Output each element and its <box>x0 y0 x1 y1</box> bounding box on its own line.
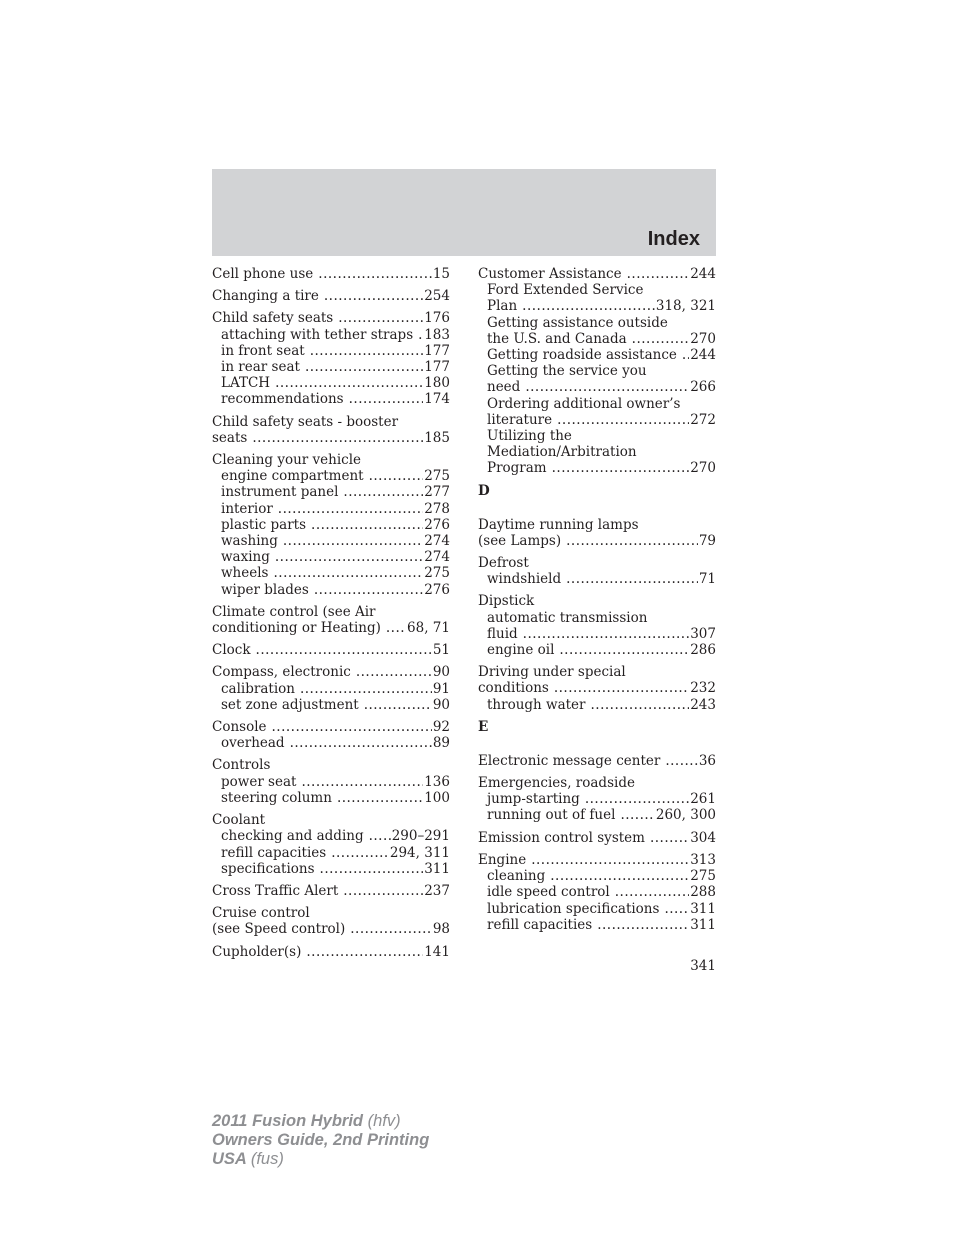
entry-text: running out of fuel <box>487 807 616 824</box>
index-subentry <box>212 582 450 598</box>
page-reference[interactable]: 36 <box>698 752 716 769</box>
footer-line-3 <box>212 1150 429 1169</box>
index-entry <box>478 753 716 769</box>
index-entry <box>478 775 716 824</box>
entry-text: the U.S. and Canada <box>487 330 627 347</box>
dot-leader <box>306 944 423 960</box>
entry-text: Cruise control <box>212 905 310 922</box>
index-entry <box>212 642 450 658</box>
page-reference[interactable]: 183 <box>424 326 450 343</box>
index-term <box>478 680 716 696</box>
dot-leader <box>552 460 690 476</box>
index-subentry <box>212 327 450 343</box>
index-subentry <box>212 735 450 751</box>
entry-text: specifications <box>221 860 315 877</box>
index-term <box>478 775 716 791</box>
index-subentry <box>212 828 450 844</box>
index-subentry <box>478 331 716 347</box>
page-reference[interactable]: 260, 300 <box>655 807 716 824</box>
page-reference[interactable]: 98 <box>432 921 450 938</box>
entry-text: Electronic message center <box>478 752 661 769</box>
page-reference[interactable]: 286 <box>690 642 716 659</box>
entry-text: Driving under special <box>478 664 626 681</box>
entry-text: set zone adjustment <box>221 696 359 713</box>
page-reference[interactable]: 177 <box>424 342 450 359</box>
index-term <box>478 664 716 680</box>
dot-leader <box>525 379 689 395</box>
index-subentry <box>478 642 716 658</box>
page-reference[interactable]: 276 <box>424 581 450 598</box>
page-reference[interactable]: 278 <box>424 500 450 517</box>
dot-leader <box>320 861 424 877</box>
dot-leader <box>632 331 690 347</box>
entry-text: Daytime running lamps <box>478 516 639 533</box>
entry-text: power seat <box>221 773 297 790</box>
index-term <box>478 852 716 868</box>
dot-leader <box>331 845 389 861</box>
index-entry <box>212 604 450 636</box>
index-term <box>212 414 450 430</box>
index-subentry <box>478 571 716 587</box>
index-subentry <box>478 807 716 823</box>
index-subentry <box>212 343 450 359</box>
footer-model: 2011 Fusion Hybrid <box>212 1112 363 1130</box>
dot-leader <box>566 571 698 587</box>
dot-leader <box>559 642 689 658</box>
page-reference[interactable]: 272 <box>690 411 716 428</box>
index-term <box>212 719 450 735</box>
page-reference[interactable]: 176 <box>424 310 450 327</box>
entry-text: LATCH <box>221 375 271 392</box>
page-reference[interactable]: 180 <box>424 375 450 392</box>
entry-text: Clock <box>212 642 251 659</box>
entry-text: cleaning <box>487 868 546 885</box>
index-subentry <box>212 359 450 375</box>
page-reference[interactable]: 68, 71 <box>407 620 450 637</box>
index-subentry <box>212 549 450 565</box>
index-term <box>212 664 450 680</box>
entry-text: attaching with tether straps <box>221 326 414 343</box>
index-subentry <box>212 533 450 549</box>
dot-leader <box>523 626 690 642</box>
dot-leader <box>682 347 689 363</box>
index-term <box>212 883 450 899</box>
page-reference[interactable]: 89 <box>432 735 450 752</box>
dot-leader <box>585 791 689 807</box>
entry-text: Changing a tire <box>212 288 319 305</box>
entry-text: Coolant <box>212 812 266 829</box>
entry-text: checking and adding <box>221 828 364 845</box>
dot-leader <box>314 582 423 598</box>
index-column-right <box>478 266 716 939</box>
dot-leader <box>338 310 423 326</box>
entry-text: overhead <box>221 735 285 752</box>
footer-line-1 <box>212 1112 429 1131</box>
entry-text: Customer Assistance <box>478 266 622 282</box>
page-reference[interactable]: 304 <box>690 829 716 846</box>
page-reference[interactable]: 274 <box>424 533 450 550</box>
index-subentry <box>212 681 450 697</box>
page-reference[interactable]: 270 <box>690 460 716 477</box>
entry-text: Program <box>487 460 547 477</box>
dot-leader <box>275 549 423 565</box>
entry-text: instrument panel <box>221 484 339 501</box>
index-term <box>478 830 716 846</box>
entry-text: conditions <box>478 680 549 697</box>
entry-text: Cupholder(s) <box>212 943 302 960</box>
dot-leader <box>310 343 424 359</box>
index-entry <box>212 719 450 751</box>
page-reference[interactable]: 254 <box>424 288 450 305</box>
index-column-left <box>212 266 450 966</box>
entry-text: Cross Traffic Alert <box>212 882 339 899</box>
index-entry <box>478 664 716 713</box>
dot-leader <box>300 681 432 697</box>
index-subentry <box>478 868 716 884</box>
dot-leader <box>591 697 690 713</box>
entry-text: automatic transmission <box>487 609 648 626</box>
footer-line-2 <box>212 1131 429 1150</box>
index-subentry <box>212 790 450 806</box>
entry-text: Utilizing the <box>487 428 572 445</box>
index-subentry <box>478 460 716 476</box>
dot-leader <box>311 517 423 533</box>
entry-text: seats <box>212 429 248 446</box>
page-reference[interactable]: 185 <box>424 429 450 446</box>
index-subentry <box>212 391 450 407</box>
dot-leader <box>364 697 432 713</box>
index-term <box>212 310 450 326</box>
index-entry <box>212 414 450 446</box>
index-entry <box>212 812 450 877</box>
page-reference[interactable]: 51 <box>432 642 450 659</box>
index-subentry <box>478 363 716 379</box>
index-entry <box>212 757 450 806</box>
entry-text: Mediation/Arbitration <box>487 444 637 461</box>
entry-text: Defrost <box>478 555 529 572</box>
index-term <box>212 430 450 446</box>
index-entry <box>212 944 450 960</box>
index-term <box>212 905 450 921</box>
entry-text: refill capacities <box>221 844 327 861</box>
index-subentry <box>478 428 716 444</box>
index-subentry <box>478 412 716 428</box>
footer-model-code: (hfv) <box>367 1112 401 1130</box>
entry-text: Getting roadside assistance <box>487 347 677 364</box>
entry-text: wheels <box>221 565 269 582</box>
index-subentry <box>212 468 450 484</box>
page-reference[interactable]: 275 <box>424 565 450 582</box>
page-reference[interactable]: 244 <box>690 347 716 364</box>
index-entry <box>212 288 450 304</box>
entry-text: Emission control system <box>478 829 645 846</box>
entry-text: refill capacities <box>487 916 593 933</box>
index-term <box>212 812 450 828</box>
index-subentry <box>212 845 450 861</box>
page-reference[interactable]: 313 <box>690 851 716 868</box>
entry-text: lubrication specifications <box>487 900 660 917</box>
entry-text: engine oil <box>487 642 555 659</box>
dot-leader <box>256 642 432 658</box>
index-subentry <box>212 565 450 581</box>
index-term <box>212 921 450 937</box>
dot-leader <box>273 565 423 581</box>
page-reference[interactable]: 90 <box>432 696 450 713</box>
entry-text: calibration <box>221 680 295 697</box>
footer-market: USA <box>212 1150 247 1168</box>
index-term <box>212 620 450 636</box>
dot-leader <box>283 533 423 549</box>
dot-leader <box>349 391 424 407</box>
page-reference[interactable]: 90 <box>432 664 450 681</box>
page-number: 341 <box>690 958 716 974</box>
page-reference[interactable]: 174 <box>424 391 450 408</box>
page-reference[interactable]: 177 <box>424 359 450 376</box>
dot-leader <box>343 883 423 899</box>
entry-text: steering column <box>221 789 332 806</box>
index-term <box>478 517 716 533</box>
entry-text: Getting the service you <box>487 363 647 380</box>
dot-leader <box>337 790 423 806</box>
index-subentry <box>478 917 716 933</box>
index-entry <box>478 555 716 587</box>
entry-text: wiper blades <box>221 581 309 598</box>
page-reference[interactable]: 275 <box>424 468 450 485</box>
section-letter: E <box>478 718 489 735</box>
entry-text: recommendations <box>221 391 344 408</box>
page-reference[interactable]: 71 <box>698 571 716 588</box>
index-term <box>212 452 450 468</box>
entry-text: Ordering additional owner’s <box>487 395 681 412</box>
dot-leader <box>275 375 423 391</box>
index-subentry <box>478 315 716 331</box>
index-subentry <box>478 347 716 363</box>
page-reference[interactable]: 277 <box>424 484 450 501</box>
dot-leader <box>566 533 698 549</box>
index-subentry <box>212 484 450 500</box>
dot-leader <box>664 901 689 917</box>
dot-leader <box>531 852 689 868</box>
footer-guide: Owners Guide, 2nd Printing <box>212 1131 430 1149</box>
page-reference[interactable]: 91 <box>432 680 450 697</box>
dot-leader <box>343 484 423 500</box>
index-entry <box>212 664 450 713</box>
entry-text: waxing <box>221 549 270 566</box>
entry-text: engine compartment <box>221 468 364 485</box>
entry-text: Cell phone use <box>212 266 314 282</box>
dot-leader <box>301 774 423 790</box>
dot-leader <box>290 735 432 751</box>
page-reference[interactable]: 232 <box>690 680 716 697</box>
dot-leader <box>369 468 424 484</box>
index-subentry <box>478 379 716 395</box>
entry-text: windshield <box>487 571 562 588</box>
entry-text: conditioning or Heating) <box>212 620 381 637</box>
dot-leader <box>550 868 689 884</box>
index-term <box>212 757 450 773</box>
section-letter: D <box>478 482 490 499</box>
entry-text: through water <box>487 696 586 713</box>
page-reference[interactable]: 276 <box>424 516 450 533</box>
entry-text: Plan <box>487 298 518 315</box>
page-reference[interactable]: 288 <box>690 884 716 901</box>
index-entry <box>212 905 450 937</box>
index-term <box>478 266 716 282</box>
page-reference[interactable]: 141 <box>424 943 450 960</box>
entry-text: plastic parts <box>221 516 307 533</box>
index-term <box>478 555 716 571</box>
page-reference[interactable]: 100 <box>424 789 450 806</box>
index-term <box>212 944 450 960</box>
dot-leader <box>554 680 689 696</box>
index-subentry <box>478 626 716 642</box>
index-entry <box>478 830 716 846</box>
page-reference[interactable]: 318, 321 <box>655 298 716 315</box>
dot-leader <box>597 917 689 933</box>
entry-text: Cleaning your vehicle <box>212 452 362 469</box>
entry-text: idle speed control <box>487 884 610 901</box>
entry-text: Controls <box>212 757 271 774</box>
index-entry <box>212 266 450 282</box>
dot-leader <box>278 501 423 517</box>
index-subentry <box>478 444 716 460</box>
index-subentry <box>478 791 716 807</box>
page-reference[interactable]: 92 <box>432 719 450 736</box>
index-entry <box>478 266 716 477</box>
page-reference[interactable]: 79 <box>698 532 716 549</box>
dot-leader <box>252 430 423 446</box>
entry-text: jump-starting <box>487 791 580 808</box>
entry-text: Ford Extended Service <box>487 282 644 299</box>
footer <box>212 1112 429 1169</box>
entry-text: need <box>487 379 521 396</box>
index-subentry <box>212 861 450 877</box>
header-band <box>212 169 716 256</box>
entry-text: Child safety seats - booster <box>212 413 399 430</box>
entry-text: Emergencies, roadside <box>478 775 635 792</box>
index-subentry <box>212 774 450 790</box>
index-term <box>478 533 716 549</box>
index-term <box>478 753 716 769</box>
entry-text: Console <box>212 719 267 736</box>
entry-text: Getting assistance outside <box>487 314 668 331</box>
page-reference[interactable]: 294, 311 <box>389 844 450 861</box>
dot-leader <box>272 719 432 735</box>
page-reference[interactable]: 266 <box>690 379 716 396</box>
dot-leader <box>356 664 432 680</box>
entry-text: in front seat <box>221 342 305 359</box>
entry-text: (see Speed control) <box>212 921 346 938</box>
dot-leader <box>386 620 406 636</box>
page-reference[interactable]: 244 <box>690 266 716 282</box>
index-subentry <box>478 298 716 314</box>
index-subentry <box>478 396 716 412</box>
index-subentry <box>212 501 450 517</box>
dot-leader <box>324 288 423 304</box>
index-subentry <box>478 884 716 900</box>
dot-leader <box>369 828 391 844</box>
index-subentry <box>478 282 716 298</box>
page-reference[interactable]: 311 <box>690 900 716 917</box>
dot-leader <box>557 412 689 428</box>
index-entry <box>478 517 716 549</box>
index-entry <box>212 310 450 407</box>
index-term <box>478 593 716 609</box>
page-reference[interactable]: 307 <box>690 625 716 642</box>
index-subentry <box>212 375 450 391</box>
entry-text: Climate control (see Air <box>212 603 376 620</box>
page-reference[interactable]: 274 <box>424 549 450 566</box>
entry-text: fluid <box>487 625 518 642</box>
entry-text: Engine <box>478 851 527 868</box>
dot-leader <box>350 921 432 937</box>
index-subentry <box>212 697 450 713</box>
index-subentry <box>478 901 716 917</box>
index-term <box>212 288 450 304</box>
index-subentry <box>478 610 716 626</box>
dot-leader <box>620 807 654 823</box>
index-term <box>212 642 450 658</box>
index-term <box>212 604 450 620</box>
dot-leader <box>627 266 690 282</box>
dot-leader <box>305 359 423 375</box>
entry-text: in rear seat <box>221 359 300 376</box>
index-entry <box>478 852 716 933</box>
page-reference[interactable]: 136 <box>424 773 450 790</box>
index-entry <box>478 593 716 658</box>
index-entry <box>212 452 450 598</box>
dot-leader <box>318 266 432 282</box>
entry-text: Dipstick <box>478 593 535 610</box>
dot-leader <box>418 327 423 343</box>
page-reference[interactable]: 270 <box>690 330 716 347</box>
dot-leader <box>615 884 689 900</box>
entry-text: Child safety seats <box>212 310 334 327</box>
entry-text: Compass, electronic <box>212 664 351 681</box>
entry-text: literature <box>487 411 553 428</box>
page-reference[interactable]: 311 <box>690 916 716 933</box>
page-reference[interactable]: 275 <box>690 868 716 885</box>
page-reference[interactable]: 261 <box>690 791 716 808</box>
entry-text: interior <box>221 500 273 517</box>
page-reference[interactable]: 237 <box>424 882 450 899</box>
dot-leader <box>665 753 697 769</box>
entry-text: (see Lamps) <box>478 532 562 549</box>
dot-leader <box>522 298 655 314</box>
page-reference[interactable]: 15 <box>432 266 450 282</box>
entry-text: washing <box>221 533 278 550</box>
footer-market-code: (fus) <box>250 1150 284 1168</box>
index-term <box>212 266 450 282</box>
index-subentry <box>212 517 450 533</box>
index-subentry <box>478 697 716 713</box>
page-title: Index <box>647 228 700 250</box>
page-reference[interactable]: 243 <box>690 696 716 713</box>
dot-leader <box>650 830 689 846</box>
index-entry <box>212 883 450 899</box>
page-reference[interactable]: 311 <box>424 860 450 877</box>
page-reference[interactable]: 290–291 <box>391 828 450 845</box>
